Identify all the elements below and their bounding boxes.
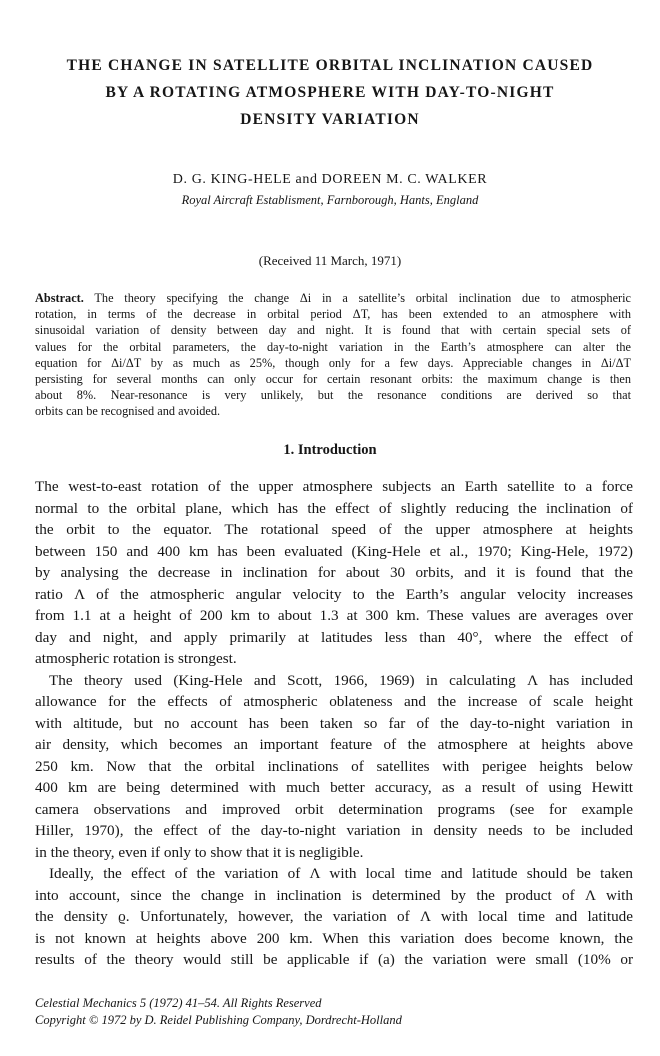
abstract-line: orbits can be recognised and avoided. — [35, 404, 221, 419]
abstract-label: Abstract. — [35, 291, 84, 305]
section-heading: 1. Introduction — [283, 442, 377, 458]
body-line: day and night, and apply primarily at latitudes less than 40°, where the effect of — [35, 628, 633, 646]
body-line: The theory used (King-Hele and Scott, 1966, 1969) in calculating Λ has included — [49, 671, 633, 689]
title-line: BY A ROTATING ATMOSPHERE WITH DAY-TO-NIGHT — [105, 84, 555, 101]
abstract-line: rotation, in terms of the decrease in orbital period ΔT, has been extended to an atmosphere with — [35, 307, 631, 322]
body-line: between 150 and 400 km has been evaluated (King-Hele et al., 1970; King-Hele, 1972) — [35, 542, 633, 560]
copyright-line: Copyright © 1972 by D. Reidel Publishing Company, Dordrecht-Holland — [35, 1013, 402, 1027]
abstract-line: equation for Δi/ΔT by as much as 25%, though only for a few days. Appreciable changes in Δi/ΔT — [35, 355, 631, 370]
body-line: into account, since the change in inclination is determined by the product of Λ with — [35, 886, 633, 904]
body-line: by analysing the decrease in inclination for about 30 orbits, and it is found that the — [35, 564, 633, 581]
body-line: 400 km are being determined with much better accuracy, as a result of using Hewitt — [35, 779, 633, 796]
received-date: (Received 11 March, 1971) — [258, 253, 402, 268]
author-affiliation: Royal Aircraft Establisment, Farnborough, Hants, England — [181, 193, 479, 207]
body-text — [35, 476, 633, 971]
citation-line: Celestial Mechanics 5 (1972) 41–54. All Rights Reserved — [35, 996, 322, 1010]
title-line: DENSITY VARIATION — [240, 111, 420, 128]
title-line: THE CHANGE IN SATELLITE ORBITAL INCLINATION CAUSED — [66, 57, 594, 74]
abstract-line: persisting for several months can only occur for certain resonant orbits: the maximum change is then — [35, 372, 631, 387]
journal-footer — [35, 995, 402, 1029]
body-line: ratio Λ of the atmospheric angular velocity to the Earth’s angular velocity increases — [35, 585, 633, 603]
body-line: Hiller, 1970), the effect of the day-to-night variation in density needs to be included — [35, 822, 633, 839]
abstract — [35, 290, 631, 420]
abstract-line: values for the orbital parameters, the day-to-night variation in the Earth’s atmosphere can alter the — [35, 339, 631, 354]
body-line: atmospheric rotation is strongest. — [35, 650, 237, 667]
body-line: allowance for the effects of atmospheric oblateness and the increase of scale height — [35, 693, 633, 710]
body-line: The west-to-east rotation of the upper atmosphere subjects an Earth satellite to a force — [35, 478, 633, 495]
abstract-line: about 8%. Near-resonance is very unlikely, but the resonance conditions are derived so that — [35, 388, 631, 403]
body-line: with altitude, but no account has been taken so far of the day-to-night variation in — [35, 714, 633, 732]
body-line: the density ϱ. Unfortunately, however, the variation of Λ with local time and latitude — [35, 908, 633, 925]
body-line: the orbit to the equator. The rotational speed of the upper atmosphere at heights — [35, 521, 633, 538]
abstract-line: Abstract. The theory specifying the change Δi in a satellite’s orbital inclination due to atmospheric — [35, 291, 631, 305]
body-line: from 1.1 at a height of 200 km to about 1.3 at 300 km. These values are averages over — [35, 607, 633, 624]
body-line: camera observations and improved orbit determination programs (see for example — [35, 800, 633, 818]
body-line: results of the theory would still be applicable if (a) the variation were small (10% or — [35, 951, 633, 968]
author-list: D. G. KING-HELE and DOREEN M. C. WALKER — [172, 172, 488, 187]
body-line: in the theory, even if only to show that it is negligible. — [35, 843, 364, 861]
paper-title — [20, 52, 640, 133]
body-line: air density, which becomes an important feature of the atmosphere at heights above — [35, 736, 633, 753]
abstract-line: sinusoidal variation of density between day and night. It is found that with certain special sets of — [35, 323, 631, 338]
body-line: 250 km. Now that the orbital inclinations of satellites with perigee heights below — [35, 757, 633, 775]
body-line: is not known at heights above 200 km. When this variation does become known, the — [35, 929, 633, 947]
body-line: Ideally, the effect of the variation of Λ with local time and latitude should be taken — [49, 865, 633, 882]
body-line: normal to the orbital plane, which has the effect of slightly reducing the inclination of — [35, 499, 633, 517]
